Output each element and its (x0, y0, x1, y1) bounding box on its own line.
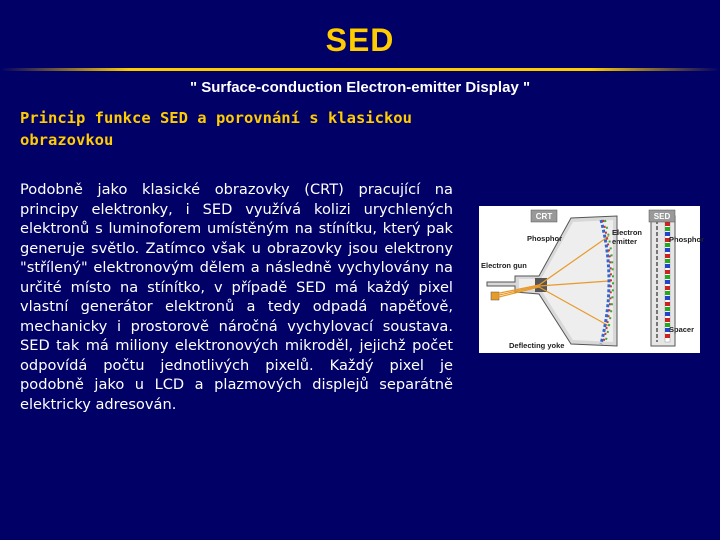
slide-subtitle: " Surface-conduction Electron-emitter Display " (189, 79, 531, 96)
slide-title: SED (325, 22, 395, 58)
spacer-label: Spacer (669, 325, 695, 334)
title-divider (0, 68, 720, 71)
section-heading: Princip funkce SED a porovnání s klasickou obrazovkou (20, 109, 412, 149)
electron-emitter-label-line: Electron (612, 228, 643, 237)
electron-emitter-label-line: emitter (612, 237, 638, 246)
body-paragraph: Podobně jako klasické obrazovky (CRT) pracující na principy elektronky, i SED využívá kolizi urychlených elektronů s luminoforem umístěným na stínítku, který pak generuje světlo. Zatímco však u obrazovky jsou elektrony "střílený" elektronovým dělem a následně vychylovány na určité místo na stínítko, v případě SED má každý pixel vlastní generátor elektronů a tedy odpadá napěťově, mechanicky i prostorově náročná vychylovací soustava. SED tak má miliony elektronových mikroděl, jejichž počet odpovídá počtu jednotlivých pixelů. Každý pixel je podobně jako u LCD a plazmových displejů separátně elektricky adresován. (20, 181, 453, 413)
crt-label: CRT (535, 212, 553, 221)
sed-label: SED (653, 212, 671, 221)
deflecting-yoke-label: Deflecting yoke (509, 341, 565, 350)
electron-gun-label: Electron gun (481, 261, 527, 270)
sed-phosphor-label: Phosphor (669, 235, 704, 244)
crt-phosphor-label: Phosphor (527, 234, 562, 243)
crt-vs-sed-diagram (479, 206, 704, 353)
electron-emitter-label (612, 228, 644, 246)
